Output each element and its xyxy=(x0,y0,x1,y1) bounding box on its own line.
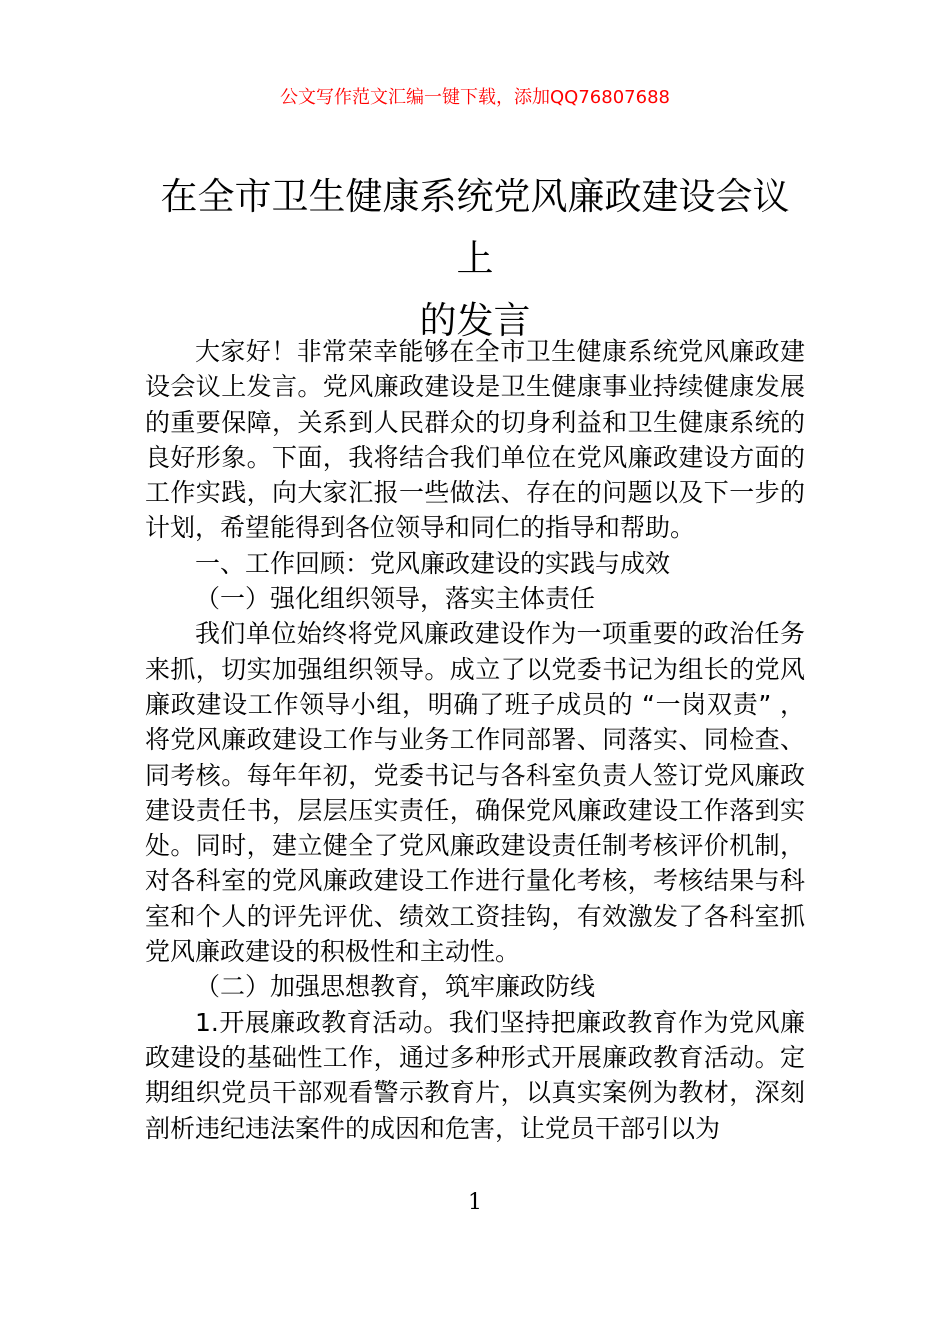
document-title xyxy=(145,166,805,352)
document-title-line-2: 的发言 xyxy=(419,299,531,342)
subsection-heading-1-2: （二）加强思想教育，筑牢廉政防线 xyxy=(195,972,596,1002)
document-body xyxy=(145,334,805,1146)
document-title-line-1: 在全市卫生健康系统党风廉政建设会议上 xyxy=(160,175,790,280)
header-ad-text: 公文写作范文汇编一键下载，添加QQ76807688 xyxy=(280,87,670,108)
paragraph-education: 1.开展廉政教育活动。我们坚持把廉政教育作为党风廉政建设的基础性工作，通过多种形式开展廉政教育活动。定期组织党员干部观看警示教育片，以真实案例为教材，深刻剖析违纪违法案件的成因和危害，让党员干部引以为 xyxy=(145,1007,805,1143)
page-number: 1 xyxy=(468,1190,482,1215)
paragraph-organization: 我们单位始终将党风廉政建设作为一项重要的政治任务来抓，切实加强组织领导。成立了以党委书记为组长的党风廉政建设工作领导小组，明确了班子成员的 “一岗双责” ，将党风廉政建设工作与业务工作同部署、同落实、同检查、同考核。每年年初，党委书记与各科室负责人签订党风廉政建设责任书，层层压实责任，确保党风廉政建设工作落到实处。同时，建立健全了党风廉政建设责任制考核评价机制，对各科室的党风廉政建设工作进行量化考核，考核结果与科室和个人的评先评优、绩效工资挂钩，有效激发了各科室抓党风廉政建设的积极性和主动性。 xyxy=(145,619,805,967)
subsection-heading-1-1: （一）强化组织领导，落实主体责任 xyxy=(195,584,596,614)
section-heading-1: 一、工作回顾：党风廉政建设的实践与成效 xyxy=(195,548,671,578)
paragraph-intro: 大家好！非常荣幸能够在全市卫生健康系统党风廉政建设会议上发言。党风廉政建设是卫生健康事业持续健康发展的重要保障，关系到人民群众的切身利益和卫生健康系统的良好形象。下面，我将结合我们单位在党风廉政建设方面的工作实践，向大家汇报一些做法、存在的问题以及下一步的计划，希望能得到各位领导和同仁的指导和帮助。 xyxy=(145,337,805,543)
